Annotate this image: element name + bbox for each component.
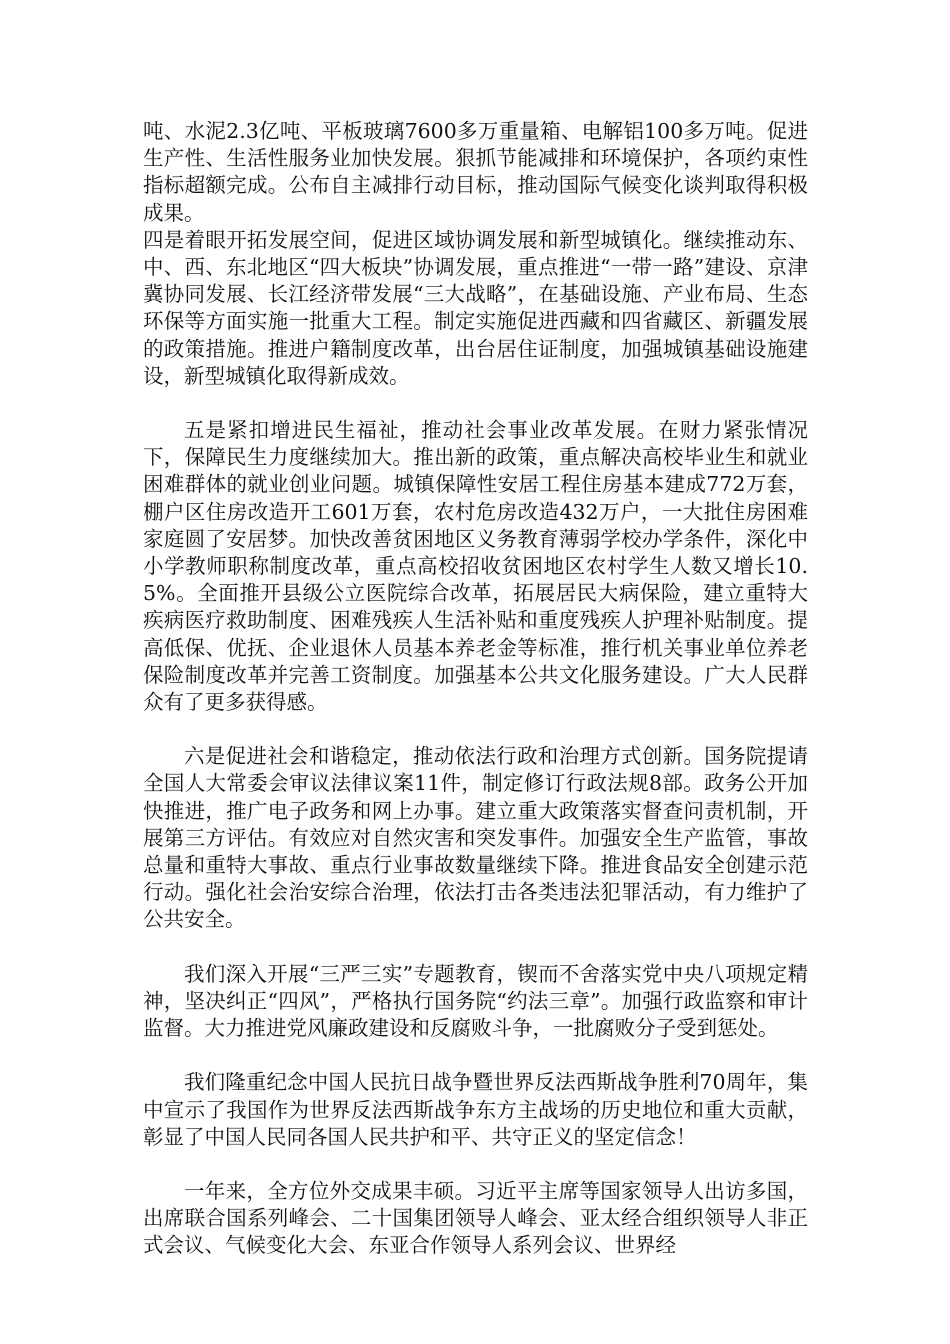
paragraph-diplomacy: 一年来，全方位外交成果丰硕。习近平主席等国家领导人出访多国，出席联合国系列峰会、二十国集团领导人峰会、亚太经合组织领导人非正式会议、气候变化大会、东亚合作领导人系列会议、世界经 — [143, 1178, 808, 1258]
paragraph-social-stability: 六是促进社会和谐稳定，推动依法行政和治理方式创新。国务院提请全国人大常委会审议法律议案11件，制定修订行政法规8部。政务公开加快推进，推广电子政务和网上办事。建立重大政策落实督查问责机制，开展第三方评估。有效应对自然灾害和突发事件。加强安全生产监管，事故总量和重特大事故、重点行业事故数量继续下降。推进食品安全创建示范行动。强化社会治安综合治理，依法打击各类违法犯罪活动，有力维护了公共安全。 — [143, 744, 808, 932]
paragraph-industry-energy: 吨、水泥2.3亿吨、平板玻璃7600多万重量箱、电解铝100多万吨。促进生产性、生活性服务业加快发展。狠抓节能减排和环境保护，各项约束性指标超额完成。公布自主减排行动目标，推动国际气候变化谈判取得积极成果。 — [143, 119, 808, 225]
paragraph-livelihood: 五是紧扣增进民生福祉，推动社会事业改革发展。在财力紧张情况下，保障民生力度继续加大。推出新的政策，重点解决高校毕业生和就业困难群体的就业创业问题。城镇保障性安居工程住房基本建成772万套，棚户区住房改造开工601万套，农村危房改造432万户，一大批住房困难家庭圆了安居梦。加快改善贫困地区义务教育薄弱学校办学条件，深化中小学教师职称制度改革，重点高校招收贫困地区农村学生人数又增长10.5%。全面推开县级公立医院综合改革，拓展居民大病保险，建立重特大疾病医疗救助制度、困难残疾人生活补贴和重度残疾人护理补贴制度。提高低保、优抚、企业退休人员基本养老金等标准，推行机关事业单位养老保险制度改革并完善工资制度。加强基本公共文化服务建设。广大人民群众有了更多获得感。 — [143, 418, 808, 715]
paragraph-anniversary: 我们隆重纪念中国人民抗日战争暨世界反法西斯战争胜利70周年，集中宣示了我国作为世界反法西斯战争东方主战场的历史地位和重大贡献，彰显了中国人民同各国人民共护和平、共守正义的坚定信念！ — [143, 1070, 808, 1149]
paragraph-regional-development: 四是着眼开拓发展空间，促进区域协调发展和新型城镇化。继续推动东、中、西、东北地区“四大板块”协调发展，重点推进“一带一路”建设、京津冀协同发展、长江经济带发展“三大战略”，在基础设施、产业布局、生态环保等方面实施一批重大工程。制定实施促进西藏和四省藏区、新疆发展的政策措施。推进户籍制度改革，出台居住证制度，加强城镇基础设施建设，新型城镇化取得新成效。 — [143, 227, 808, 388]
paragraph-party-conduct: 我们深入开展“三严三实”专题教育，锲而不舍落实党中央八项规定精神，坚决纠正“四风”，严格执行国务院“约法三章”。加强行政监察和审计监督。大力推进党风廉政建设和反腐败斗争，一批腐败分子受到惩处。 — [143, 961, 808, 1041]
document-page — [143, 118, 808, 1260]
